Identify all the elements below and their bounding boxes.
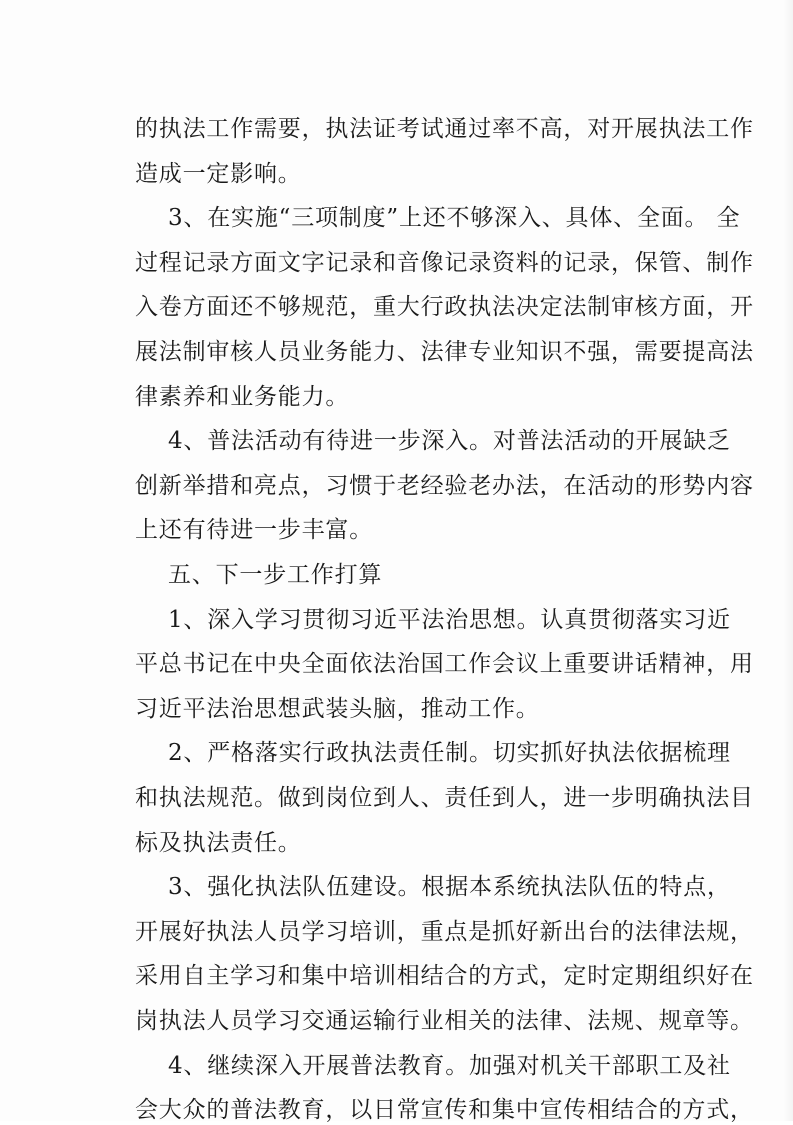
text-line: 标及执法责任。 (135, 829, 302, 856)
text-line: 会大众的普法教育，以日常宣传和集中宣传相结合的方式， (135, 1097, 754, 1124)
text-line: 平总书记在中央全面依法治国工作会议上重要讲话精神，用 (135, 651, 754, 678)
text-line: 上还有待进一步丰富。 (135, 517, 373, 544)
text-line: 习近平法治思想武装头脑，推动工作。 (135, 695, 540, 722)
text-line: 展法制审核人员业务能力、法律专业知识不强，需要提高法 (135, 339, 754, 365)
section-heading: 五、下一步工作打算 (168, 562, 383, 588)
text-line: 采用自主学习和集中培训相结合的方式，定时定期组织好在 (135, 963, 754, 990)
text-line: 1、深入学习贯彻习近平法治思想。认真贯彻落实习近 (168, 606, 731, 633)
page-edge (783, 0, 793, 1121)
text-line: 创新举措和亮点，习惯于老经验老办法，在活动的形势内容 (135, 472, 754, 499)
text-line: 和执法规范。做到岗位到人、责任到人，进一步明确执法目 (135, 785, 754, 811)
text-line: 律素养和业务能力。 (135, 383, 350, 410)
text-line: 开展好执法人员学习培训，重点是抓好新出台的法律法规， (135, 918, 754, 945)
text-line: 4、普法活动有待进一步深入。对普法活动的开展缺乏 (168, 428, 731, 455)
text-line: 2、严格落实行政执法责任制。切实抓好执法依据梳理 (168, 740, 731, 767)
text-line: 3、在实施“三项制度”上还不够深入、具体、全面。 全 (168, 205, 741, 232)
text-line: 过程记录方面文字记录和音像记录资料的记录，保管、制作 (135, 249, 754, 276)
text-line: 的执法工作需要，执法证考试通过率不高，对开展执法工作 (135, 116, 754, 142)
text-line: 3、强化执法队伍建设。根据本系统执法队伍的特点， (168, 874, 731, 901)
text-line: 造成一定影响。 (135, 160, 302, 187)
text-line: 岗执法人员学习交通运输行业相关的法律、法规、规章等。 (135, 1008, 754, 1034)
text-line: 4、继续深入开展普法教育。加强对机关干部职工及社 (168, 1052, 731, 1079)
text-line: 入卷方面还不够规范，重大行政执法决定法制审核方面，开 (135, 294, 754, 321)
